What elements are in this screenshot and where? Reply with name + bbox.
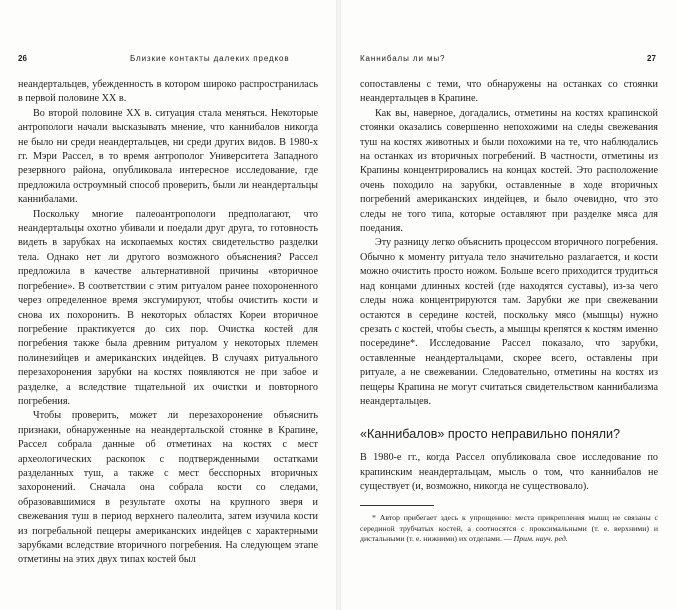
footnote (360, 513, 658, 545)
left-paragraph-4: Чтобы проверить, может ли перезахоронение объяснить признаки, обнаруженные на неандертальской стоянке в Крапине, Рассел собрала данные об отметинах на костях с мест археологических раскопок с подтвержденными остатками разделанных туш, а также с мест бесспорных вторичных захоронений. Сначала она собрала кости со следами, образовавшимися в результате охоты на крупного зверя и свежевания туш в период верхнего палеолита, затем изучила кости из погребальной пещеры американских индейцев с характерными зарубками вследствие вторичного погребения. На следующем этапе отметины на этих двух типах костей был (18, 410, 318, 566)
left-paragraph-1: неандертальцев, убежденность в котором широко распространилась в первой половине XX в. (18, 79, 318, 105)
right-paragraph-2: Как вы, наверное, догадались, отметины на костях крапинской стоянки оказались совершенно непохожими на следы свежевания туш на костях животных и были похожими на те, что наблюдались на останках из вторичных погребений. В частности, отметины из Крапины концентрировались на концах костей. Это расположение очень походило на зарубки, оставленные в ходе вторичных погребений американских индейцев, и было очевидно, что это следы не того типа, которые оставляют при разделке мяса для поедания. (360, 107, 658, 235)
left-paragraph-3: Поскольку многие палеоантропологи предполагают, что неандертальцы охотно убивали и поедали друг друга, то готовность видеть в зарубках на ископаемых костях свидетельство разделки тела. Однако нет ли другого возможного объяснения? Рассел предложила в качестве альтернативной причины «вторичное погребение». В соответствии с этим ритуалом ранее похороненного через определенное время эксгумируют, чтобы очистить кости и снова их похоронить. В некоторых областях Кореи вторичное погребение практикуется до сих пор. Очистка костей для погребения также была древним ритуалом у некоторых племен полинезийцев и американских индейцев. В случаях ритуального перезахоронения зарубки на костях появляются не при забое и разделке, а вследствие тщательной их очистки и повторного погребения. (18, 208, 318, 407)
footnote-editor-note: Прим. науч. ред. (513, 534, 568, 544)
section-heading: «Каннибалов» просто неправильно поняли? (360, 427, 621, 442)
right-page-number: 27 (647, 54, 656, 63)
right-paragraph-4: В 1980-е гг., когда Рассел опубликовала свое исследование по крапинским неандертальцам, мысль о том, что каннибалов не существует (и, возможно, никогда не существовало). (360, 452, 658, 493)
left-running-head: Близкие контакты далеких предков (130, 54, 290, 63)
right-paragraph-3: Эту разницу легко объяснить процессом вторичного погребения. Обычно к моменту ритуала тело значительно разлагается, и кости можно очистить просто ножом. Больше всего приходится трудиться над концами длинных костей (где находятся суставы), из-за чего следы ножа концентрируются там. Зарубки же при свежевании остаются в середине костей, поскольку мясо (мышцы) нужно срезать с костей, чтобы съесть, а мышцы крепятся к костям именно посередине*. Исследование Рассел показало, что зарубки, оставленные неандертальцами, скорее всего, оставлены при ритуале, а не свежевании. Следовательно, отметины на костях из пещеры Крапина не могут считаться свидетельством каннибализма неандертальцев. (360, 237, 658, 407)
footnote-text: * Автор прибегает здесь к упрощению: места прикрепления мышц не связаны с серединой трубчатых костей, а соотносятся с проксимальными (т. е. верхними) и дистальными (т. е. нижними) их отделами. — (360, 513, 658, 544)
right-body-text (360, 78, 658, 495)
left-body-text (18, 78, 318, 568)
right-page (341, 0, 677, 610)
left-page (0, 0, 336, 610)
right-running-head: Каннибалы ли мы? (360, 54, 446, 63)
right-paragraph-1: сопоставлены с теми, что обнаружены на останках со стоянки неандертальцев в Крапине. (360, 79, 658, 105)
footnote-rule (360, 505, 434, 506)
left-paragraph-2: Во второй половине XX в. ситуация стала меняться. Некоторые антропологи начали высказывать мнение, что каннибалов никогда не было ни среди неандертальцев, ни среди других видов. В 1980-х гг. Мэри Рассел, в то время антрополог Университета Западного резервного района, опубликовала интересное исследование, где предложила остроумный способ проверить, были ли неандертальцы каннибалами. (18, 107, 318, 206)
left-page-number: 26 (18, 54, 27, 63)
